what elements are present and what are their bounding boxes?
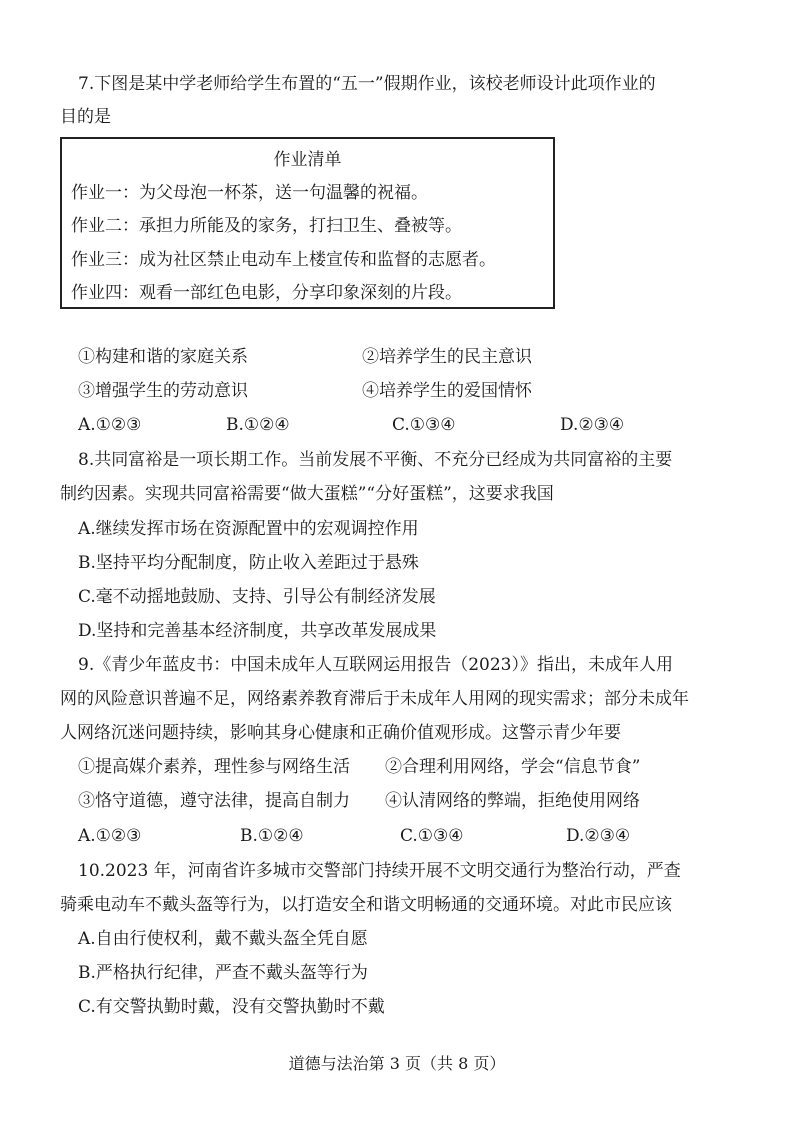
q8-stem-line2: 制约因素。实现共同富裕需要“做大蛋糕”“分好蛋糕”，这要求我国 — [60, 484, 554, 504]
q7-statement-3: ③增强学生的劳动意识 — [78, 381, 248, 401]
q9-choice-a: A.①②③ — [78, 826, 142, 846]
q9-statement-4: ④认清网络的弊端，拒绝使用网络 — [385, 791, 640, 811]
q9-statement-2: ②合理利用网络，学会“信息节食” — [385, 757, 641, 777]
q9-choice-c: C.①③④ — [400, 826, 464, 846]
q9-stem-line1: 9.《青少年蓝皮书：中国未成年人互联网运用报告（2023）》指出，未成年人用 — [78, 655, 673, 675]
q8-option-c: C.毫不动摇地鼓励、支持、引导公有制经济发展 — [78, 587, 436, 607]
q8-option-a: A.继续发挥市场在资源配置中的宏观调控作用 — [78, 519, 419, 539]
q7-choice-a: A.①②③ — [78, 415, 142, 435]
homework-item-3: 作业三：成为社区禁止电动车上楼宣传和监督的志愿者。 — [71, 250, 496, 270]
q9-statement-1: ①提高媒介素养，理性参与网络生活 — [78, 757, 350, 777]
homework-item-4: 作业四：观看一部红色电影，分享印象深刻的片段。 — [71, 283, 462, 303]
page-footer: 道德与法治第 3 页（共 8 页） — [288, 1054, 506, 1073]
q10-option-a: A.自由行使权利，戴不戴头盔全凭自愿 — [78, 929, 368, 949]
q10-option-c: C.有交警执勤时戴，没有交警执勤时不戴 — [78, 997, 385, 1017]
q7-stem-line1: 7.下图是某中学老师给学生布置的“五一”假期作业，该校老师设计此项作业的 — [78, 74, 656, 94]
q7-statement-2: ②培养学生的民主意识 — [362, 347, 532, 367]
q9-statement-3: ③恪守道德，遵守法律，提高自制力 — [78, 791, 350, 811]
q10-stem-line2: 骑乘电动车不戴头盔等行为，以打造安全和谐文明畅通的交通环境。对此市民应该 — [60, 895, 672, 915]
q9-choice-b: B.①②④ — [240, 826, 304, 846]
homework-item-2: 作业二：承担力所能及的家务，打扫卫生、叠被等。 — [71, 216, 462, 236]
q7-choice-d: D.②③④ — [560, 415, 625, 435]
q8-option-b: B.坚持平均分配制度，防止收入差距过于悬殊 — [78, 553, 419, 573]
q7-choice-b: B.①②④ — [226, 415, 290, 435]
q9-choice-d: D.②③④ — [566, 826, 631, 846]
q7-statement-1: ①构建和谐的家庭关系 — [78, 347, 248, 367]
q10-stem-line1: 10.2023 年，河南省许多城市交警部门持续开展不文明交通行为整治行动，严查 — [78, 861, 681, 881]
q7-stem-line2: 目的是 — [60, 107, 111, 127]
q10-option-b: B.严格执行纪律，严查不戴头盔等行为 — [78, 963, 368, 983]
q8-stem-line1: 8.共同富裕是一项长期工作。当前发展不平衡、不充分已经成为共同富裕的主要 — [78, 450, 673, 470]
q7-statement-4: ④培养学生的爱国情怀 — [362, 381, 532, 401]
q9-stem-line3: 人网络沉迷问题持续，影响其身心健康和正确价值观形成。这警示青少年要 — [60, 723, 621, 743]
q9-stem-line2: 网的风险意识普遍不足，网络素养教育滞后于未成年人用网的现实需求；部分未成年 — [60, 689, 689, 709]
homework-list-title: 作业清单 — [273, 150, 342, 170]
q8-option-d: D.坚持和完善基本经济制度，共享改革发展成果 — [78, 621, 437, 641]
q7-choice-c: C.①③④ — [392, 415, 456, 435]
homework-list-box — [60, 137, 555, 309]
homework-item-1: 作业一：为父母泡一杯茶，送一句温馨的祝福。 — [71, 183, 428, 203]
